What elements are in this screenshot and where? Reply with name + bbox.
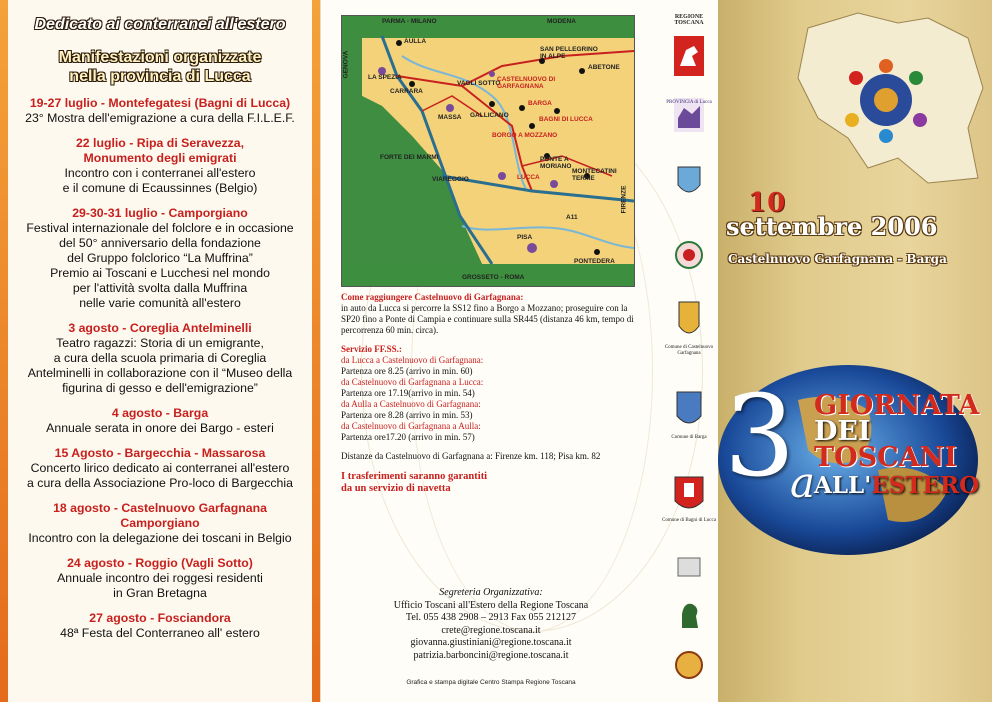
train-route: da Lucca a Castelnuovo di Garfagnana:: [341, 355, 484, 365]
event-item: [12, 96, 308, 126]
train-departure: Partenza ore 8.25 (arrivo in min. 60): [341, 366, 473, 376]
event-description: 48ª Festa del Conterraneo all' estero: [60, 626, 260, 640]
dedication-heading: Dedicato ai conterranei all'estero: [34, 16, 286, 33]
shuttle-note: I trasferimenti saranno garantiti da un servizio di navetta: [341, 471, 488, 494]
title-dei: DEI: [814, 416, 871, 447]
event-description: per l'attività svolta dalla Muffrina: [72, 281, 248, 295]
event-item: [12, 136, 308, 196]
event-item: [12, 321, 308, 396]
events-heading: Manifestazioni organizzate nella provincia di Lucca: [58, 49, 262, 85]
title-allestero: ALL'ESTERO: [814, 472, 980, 499]
secretariat-heading: Segreteria Organizzativa:: [439, 587, 543, 598]
road-map: PARMA - MILANO MODENA GENOVA FIRENZE GROSSETO - ROMA AULLA LA SPEZIA CARRARA VAGLI SOTTO CASTELNUOVO DI GARFAGNANA SAN PELLEGRINO IN ALPE ABETONE MASSA GALLICANO BARGA BAGNI DI LUCCA BORGO A MOZZANO FORTE DEI MARMI VIAREGGIO PONTE A MORIANO LUCCA MONTECATINI TERME PISA PONTEDERA A11: [341, 15, 635, 287]
barga-crest-icon: [676, 390, 702, 430]
event-description: Incontro con la delegazione dei toscani in Belgio: [28, 531, 292, 545]
secretariat-contacts: [341, 600, 641, 663]
pegasus-logo-icon: [674, 36, 704, 76]
event-description: 23° Mostra dell'emigrazione a cura della F.I.L.E.F.: [25, 111, 295, 125]
train-list: [341, 355, 641, 443]
events-panel: [0, 0, 321, 702]
event-description: Annuale serata in onore dei Bargo - esteri: [46, 421, 274, 435]
event-item: [12, 406, 308, 436]
event-day: 10: [748, 188, 787, 218]
event-description: nelle varie comunità all'estero: [79, 296, 241, 310]
orange-border-left: [0, 0, 8, 702]
event-description: Festival internazionale del folclore e in occasione: [26, 221, 294, 235]
cover-panel: [718, 0, 992, 702]
event-description: a cura della scuola primaria di Coreglia: [53, 351, 267, 365]
edition-ordinal: a: [790, 458, 816, 507]
crest-icon: [676, 165, 702, 199]
title-giornata: GIORNATA: [814, 390, 980, 421]
event-item: [12, 501, 308, 546]
event-place: Castelnuovo Garfagnana - Barga: [728, 252, 947, 266]
contact-line: Ufficio Toscani all'Estero della Regione Toscana: [393, 599, 589, 611]
contact-line: patrizia.barboncini@regione.toscana.it: [413, 649, 569, 661]
bagni-crest-icon: [674, 475, 704, 515]
badge-logo-icon: [674, 650, 704, 680]
event-item: [12, 556, 308, 601]
event-description: del 50° anniversario della fondazione: [59, 236, 261, 250]
tuscany-map-icon: [778, 8, 988, 188]
car-directions: in auto da Lucca si percorre la SS12 fino a Borgo a Mozzano; proseguire con la SP20 fino a Ponte di Campia e continuare sulla SR445 (distanza 46 km, tempo di percorrenza 60 min. circa).: [341, 303, 634, 335]
event-description: Concerto lirico dedicato ai conterranei all'estero: [30, 461, 290, 475]
train-route: da Aulla a Castelnuovo di Garfagnana:: [341, 399, 481, 409]
sponsor-logos: REGIONE TOSCANA PROVINCIA di Lucca Comune di Castelnuovo Garfagnana Comune di Barga Comune di Bagni di Lucca: [660, 0, 718, 702]
train-departure: Partenza ore 8.28 (arrivo in min. 53): [341, 410, 473, 420]
contact-line: giovanna.giustiniani@regione.toscana.it: [410, 637, 572, 649]
train-departure: Partenza ore17.20 (arrivo in min. 57): [341, 432, 475, 442]
silhouette-logo-icon: [676, 600, 702, 630]
event-title: 15 Agosto - Bargecchia - Massarosa: [54, 446, 266, 460]
directions-block: [341, 292, 641, 495]
distances: Distanze da Castelnuovo di Garfagnana a: Firenze km. 118; Pisa km. 82: [341, 451, 601, 461]
events-list: [12, 96, 308, 651]
contact-line: Tel. 055 438 2908 – 2913 Fax 055 212127: [405, 612, 577, 624]
event-description: a cura della Associazione Pro-loco di Bargecchia: [27, 476, 293, 490]
event-title: 4 agosto - Barga: [111, 406, 209, 420]
event-description: Premio ai Toscani e Lucchesi nel mondo: [50, 266, 270, 280]
event-title: 3 agosto - Coreglia Antelminelli: [68, 321, 252, 335]
small-logo-icon: [676, 556, 702, 578]
print-credit: Grafica e stampa digitale Centro Stampa Regione Toscana: [406, 679, 576, 686]
event-title: 24 agosto - Roggio (Vagli Sotto): [67, 556, 253, 570]
event-description: Teatro ragazzi: Storia di un emigrante,: [56, 336, 264, 350]
secretariat: [341, 587, 641, 663]
event-title: 18 agosto - Castelnuovo Garfagnana: [53, 501, 267, 515]
train-heading: Servizio FF.SS.:: [341, 344, 402, 354]
event-description: del Gruppo folclorico “La Muffrina”: [67, 251, 253, 265]
regione-toscana-label: REGIONE TOSCANA: [674, 14, 704, 26]
event-title: 19-27 luglio - Montefegatesi (Bagni di Lucca): [29, 96, 291, 110]
event-item: [12, 206, 308, 311]
event-month-year: settembre 2006: [726, 212, 938, 241]
event-title-cont: Camporgiano: [120, 516, 200, 530]
event-description: e il comune di Ecaussinnes (Belgio): [62, 181, 258, 195]
event-description: in Gran Bretagna: [113, 586, 207, 600]
event-item: [12, 446, 308, 491]
rosette-logo-icon: [674, 240, 704, 270]
event-title: 22 luglio - Ripa di Seravezza,: [75, 136, 245, 150]
train-route: da Castelnuovo di Garfagnana a Aulla:: [341, 421, 481, 431]
event-title: 27 agosto - Fosciandora: [89, 611, 231, 625]
directions-heading: Come raggiungere Castelnuovo di Garfagnana:: [341, 292, 524, 302]
event-description: Incontro con i conterranei all'estero: [64, 166, 256, 180]
event-title: 29-30-31 luglio - Camporgiano: [72, 206, 248, 220]
edition-number: 3: [724, 372, 796, 502]
castelnuovo-crest-icon: [678, 300, 700, 340]
event-description: Antelminelli in collaborazione con il “Museo della: [27, 366, 293, 380]
contact-line: crete@regione.toscana.it: [441, 624, 541, 636]
event-description: figurina di gesso e dell'emigrazione”: [62, 381, 258, 395]
event-item: [12, 611, 308, 641]
train-route: da Castelnuovo di Garfagnana a Lucca:: [341, 377, 484, 387]
orange-border-right: [312, 0, 320, 702]
info-panel: [321, 0, 718, 702]
event-title-cont: Monumento degli emigrati: [83, 151, 237, 165]
event-description: Annuale incontro dei roggesi residenti: [57, 571, 263, 585]
train-departure: Partenza ore 17.19(arrivo in min. 54): [341, 388, 475, 398]
title-toscani: TOSCANI: [814, 442, 957, 473]
